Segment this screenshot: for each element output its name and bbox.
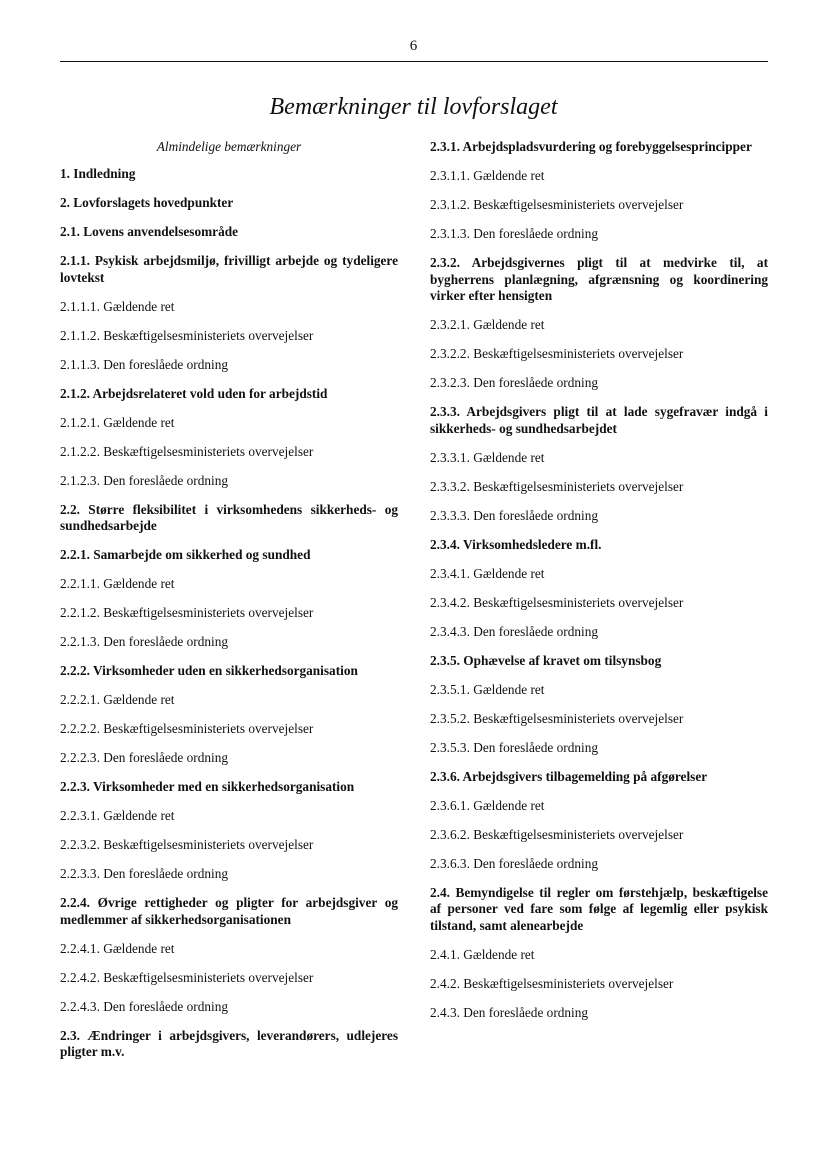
toc-heading: 2.3.6. Arbejdsgivers tilbagemelding på afgørelser — [430, 768, 708, 784]
toc-subentry: 2.3.4.1. Gældende ret — [430, 565, 545, 581]
toc-subentry: 2.3.6.3. Den foreslåede ordning — [430, 855, 599, 871]
toc-heading: 2. Lovforslagets hovedpunkter — [60, 195, 234, 210]
toc-subentry: 2.3.2.1. Gældende ret — [430, 317, 545, 332]
toc-subentry: 2.3.2.3. Den foreslåede ordning — [430, 375, 599, 390]
toc-heading: 2.4. Bemyndigelse til regler om førstehjælp, beskæftigelse af personer ved fare som følge af legemlig eller psykisk tilstand, samt alenearbejde — [430, 884, 768, 933]
toc-heading: 2.2.2. Virksomheder uden en sikkerhedsorganisation — [60, 663, 358, 678]
toc-subentry: 2.1.2.3. Den foreslåede ordning — [60, 472, 229, 488]
toc-subentry: 2.3.4.3. Den foreslåede ordning — [430, 623, 599, 639]
toc-heading: 2.2. Større fleksibilitet i virksomhedens sikkerheds- og sundhedsarbejde — [60, 501, 398, 533]
toc-subentry: 2.3.5.3. Den foreslåede ordning — [430, 739, 599, 755]
toc-subentry: 2.2.3.1. Gældende ret — [60, 808, 175, 823]
toc-subentry: 2.1.2.1. Gældende ret — [60, 414, 175, 430]
header-divider — [60, 61, 768, 62]
toc-subentry: 2.3.5.1. Gældende ret — [430, 681, 545, 697]
toc-heading: 2.3.1. Arbejdspladsvurdering og forebyggelsesprincipper — [430, 139, 752, 154]
toc-subentry: 2.3.5.2. Beskæftigelsesministeriets overvejelser — [430, 710, 684, 726]
toc-subentry: 2.2.1.2. Beskæftigelsesministeriets overvejelser — [60, 605, 314, 620]
section-subtitle: Almindelige bemærkninger — [156, 139, 302, 154]
toc-heading: 2.1. Lovens anvendelsesområde — [60, 224, 239, 239]
toc-heading: 1. Indledning — [60, 166, 136, 181]
toc-heading: 2.3.2. Arbejdsgivernes pligt til at medvirke til, at bygherrens planlægning, afgrænsning og koordinering virker efter hensigten — [430, 255, 768, 303]
toc-subentry: 2.3.3.1. Gældende ret — [430, 449, 545, 465]
toc-subentry: 2.3.6.2. Beskæftigelsesministeriets overvejelser — [430, 826, 684, 842]
toc-subentry: 2.2.4.3. Den foreslåede ordning — [60, 998, 229, 1014]
toc-subentry: 2.2.2.1. Gældende ret — [60, 692, 175, 707]
toc-subentry: 2.2.1.3. Den foreslåede ordning — [60, 634, 229, 649]
toc-subentry: 2.1.1.1. Gældende ret — [60, 298, 175, 314]
toc-subentry: 2.1.1.3. Den foreslåede ordning — [60, 356, 229, 372]
toc-left-column — [60, 137, 398, 1073]
toc-subentry: 2.1.1.2. Beskæftigelsesministeriets overvejelser — [60, 327, 314, 343]
toc-subentry: 2.2.4.1. Gældende ret — [60, 940, 175, 956]
toc-list-right — [430, 139, 768, 1021]
toc-subentry: 2.4.1. Gældende ret — [430, 946, 535, 962]
toc-subentry: 2.2.4.2. Beskæftigelsesministeriets overvejelser — [60, 969, 314, 985]
toc-subentry: 2.3.1.2. Beskæftigelsesministeriets overvejelser — [430, 197, 684, 212]
toc-heading: 2.2.4. Øvrige rettigheder og pligter for arbejdsgiver og medlemmer af sikkerhedsorganisationen — [60, 895, 398, 927]
page-number: 6 — [409, 38, 418, 54]
toc-subentry: 2.2.2.3. Den foreslåede ordning — [60, 750, 229, 765]
toc-subentry: 2.3.2.2. Beskæftigelsesministeriets overvejelser — [430, 346, 684, 361]
toc-heading: 2.3.4. Virksomhedsledere m.fl. — [430, 536, 602, 552]
toc-heading: 2.3. Ændringer i arbejdsgivers, leverandørers, udlejeres pligter m.v. — [60, 1027, 398, 1059]
toc-heading: 2.2.1. Samarbejde om sikkerhed og sundhed — [60, 547, 311, 562]
toc-heading: 2.1.1. Psykisk arbejdsmiljø, frivilligt arbejde og tydeligere lovtekst — [60, 253, 398, 285]
toc-subentry: 2.3.6.1. Gældende ret — [430, 797, 545, 813]
toc-subentry: 2.2.3.3. Den foreslåede ordning — [60, 866, 229, 881]
toc-subentry: 2.3.1.1. Gældende ret — [430, 168, 545, 183]
toc-heading: 2.2.3. Virksomheder med en sikkerhedsorganisation — [60, 779, 355, 794]
toc-subentry: 2.4.3. Den foreslåede ordning — [430, 1004, 589, 1020]
toc-subentry: 2.2.2.2. Beskæftigelsesministeriets overvejelser — [60, 721, 314, 736]
toc-heading: 2.3.3. Arbejdsgivers pligt til at lade sygefravær indgå i sikkerheds- og sundhedsarbejdet — [430, 404, 768, 436]
document-title: Bemærkninger til lovforslaget — [269, 94, 558, 120]
toc-heading: 2.3.5. Ophævelse af kravet om tilsynsbog — [430, 652, 662, 668]
toc-subentry: 2.3.3.2. Beskæftigelsesministeriets overvejelser — [430, 478, 684, 494]
toc-subentry: 2.3.1.3. Den foreslåede ordning — [430, 226, 599, 241]
toc-list-left — [60, 166, 398, 1061]
toc-subentry: 2.4.2. Beskæftigelsesministeriets overvejelser — [430, 975, 674, 991]
toc-subentry: 2.3.4.2. Beskæftigelsesministeriets overvejelser — [430, 594, 684, 610]
toc-subentry: 2.3.3.3. Den foreslåede ordning — [430, 507, 599, 523]
toc-subentry: 2.2.1.1. Gældende ret — [60, 576, 175, 591]
toc-subentry: 2.2.3.2. Beskæftigelsesministeriets overvejelser — [60, 837, 314, 852]
toc-heading: 2.1.2. Arbejdsrelateret vold uden for arbejdstid — [60, 385, 328, 401]
toc-right-column — [430, 137, 768, 1034]
toc-subentry: 2.1.2.2. Beskæftigelsesministeriets overvejelser — [60, 443, 314, 459]
